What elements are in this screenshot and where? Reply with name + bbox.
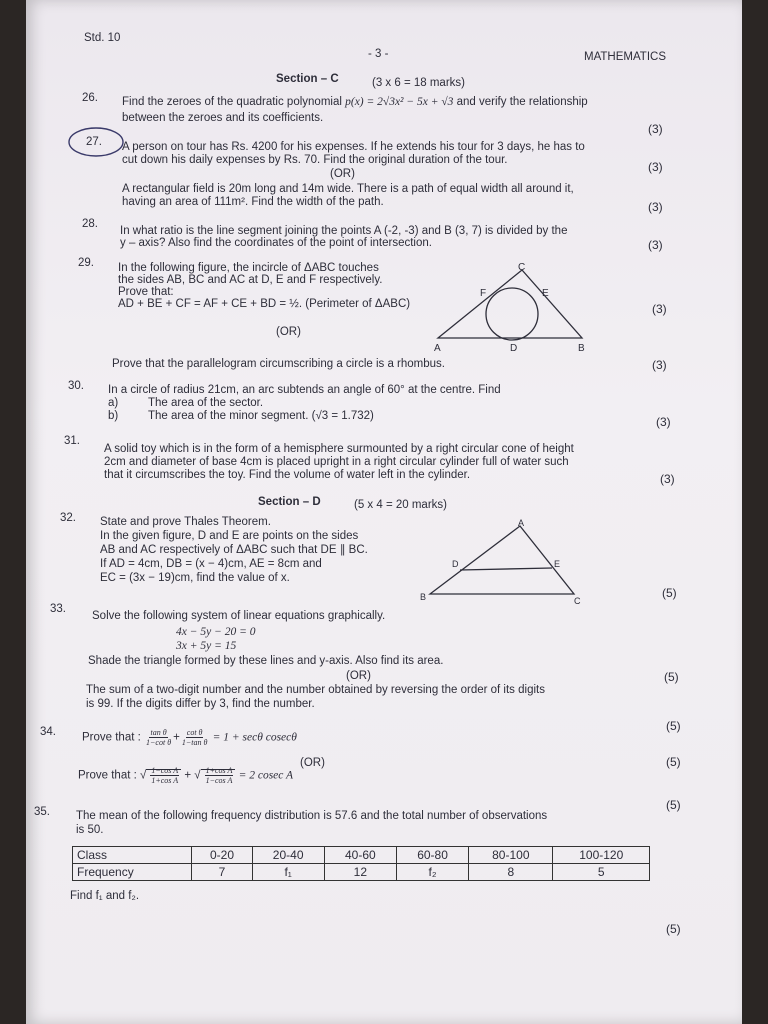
q32-line1: State and prove Thales Theorem. — [100, 516, 271, 528]
q27-marks: (3) — [648, 160, 663, 174]
label-e: E — [554, 559, 561, 569]
table-row-class — [73, 847, 650, 864]
table-cell: 12 — [324, 864, 396, 881]
q34-frac2-num: cot θ — [186, 728, 203, 737]
q33-or: (OR) — [346, 670, 371, 682]
q33-marks: (5) — [664, 670, 679, 684]
section-c-title: Section – C — [276, 73, 339, 85]
q30-a-label: a) — [108, 397, 119, 409]
q34-prove-label: Prove that : — [82, 731, 141, 744]
q35-line1: The mean of the following frequency distribution is 57.6 and the total number of observations — [76, 810, 548, 822]
table-row-frequency — [73, 864, 650, 881]
table-cell: 7 — [192, 864, 252, 881]
q33-alt-line2: is 99. If the digits differ by 3, find the number. — [86, 698, 315, 710]
q34-sqrt2 — [205, 766, 234, 785]
q32-line2: In the given figure, D and E are points on the sides — [100, 530, 359, 542]
page-number: - 3 - — [368, 48, 389, 60]
label-c: C — [518, 262, 526, 273]
q34-frac1 — [146, 728, 171, 747]
q29-line3: Prove that: — [118, 286, 174, 298]
q30-b-label: b) — [108, 410, 119, 422]
q32-line3: AB and AC respectively of ΔABC such that DE ∥ BC. — [100, 544, 368, 556]
q26-text — [122, 96, 588, 109]
q34-sqrt2-den: 1−cos A — [205, 776, 233, 785]
q27-line2: cut down his daily expenses by Rs. 70. Find the original duration of the tour. — [122, 154, 508, 166]
table-cell: 0-20 — [192, 847, 252, 864]
q34-frac2 — [182, 728, 208, 747]
segment-de — [460, 568, 552, 570]
q29-line4: AD + BE + CF = AF + CE + BD = ½. (Perimeter of ΔABC) — [118, 298, 411, 310]
label-c: C — [574, 596, 581, 606]
incircle-figure — [426, 260, 596, 354]
q34-marks: (5) — [666, 755, 681, 769]
exam-paper — [26, 0, 742, 1024]
q27-line1: A person on tour has Rs. 4200 for his expenses. If he extends his tour for 3 days, he has to — [122, 141, 585, 153]
table-cell: 40-60 — [324, 847, 396, 864]
label-e: E — [542, 288, 549, 299]
q29-alt: Prove that the parallelogram circumscribing a circle is a rhombus. — [112, 358, 445, 370]
q30-number: 30. — [68, 380, 84, 392]
label-a: A — [434, 343, 441, 354]
q32-marks: (5) — [662, 586, 677, 600]
q35-find: Find f₁ and f₂. — [70, 890, 140, 902]
triangle-abc — [438, 270, 582, 338]
label-f: F — [480, 288, 487, 299]
q33-line2: Shade the triangle formed by these lines and y-axis. Also find its area. — [88, 655, 444, 667]
q34-or: (OR) — [300, 757, 325, 769]
q32-line5: EC = (3x − 19)cm, find the value of x. — [100, 572, 290, 584]
q29-line1: In the following figure, the incircle of ΔABC touches — [118, 262, 379, 274]
q33-alt-line1: The sum of a two-digit number and the number obtained by reversing the order of its digits — [86, 684, 545, 696]
std-label: Std. 10 — [84, 32, 121, 44]
q35-marks: (5) — [666, 922, 681, 936]
table-cell: f₁ — [252, 864, 324, 881]
table-cell: 80-100 — [469, 847, 553, 864]
q27-alt-line1: A rectangular field is 20m long and 14m wide. There is a path of equal width all around it, — [122, 183, 574, 195]
section-d-title: Section – D — [258, 496, 321, 508]
q34-frac2-den: 1−tan θ — [181, 738, 208, 747]
q35-line2: is 50. — [76, 824, 104, 836]
q33-number: 33. — [50, 603, 66, 615]
q29-or: (OR) — [276, 326, 301, 338]
q27-alt-marks: (3) — [648, 200, 663, 214]
q34-alt-marks: (5) — [666, 798, 681, 812]
q35-number: 35. — [34, 806, 50, 818]
q34-frac1-den: 1−cot θ — [146, 738, 172, 747]
q34-sqrt1 — [150, 766, 179, 785]
label-a: A — [518, 518, 525, 528]
q26-marks: (3) — [648, 122, 663, 136]
section-d-marks: (5 x 4 = 20 marks) — [354, 499, 447, 511]
q29-line2: the sides AB, BC and AC at D, E and F respectively. — [118, 274, 383, 286]
q30-marks: (3) — [656, 415, 671, 429]
table-cell: 5 — [553, 864, 650, 881]
frequency-table — [72, 846, 650, 881]
q33-line1: Solve the following system of linear equations graphically. — [92, 610, 386, 622]
table-cell: 20-40 — [252, 847, 324, 864]
q29-marks: (3) — [652, 302, 667, 316]
table-cell: 8 — [469, 864, 553, 881]
q34-sqrt1-den: 1+cos A — [151, 776, 179, 785]
q31-line1: A solid toy which is in the form of a hemisphere surmounted by a right circular cone of height — [104, 443, 574, 455]
q28-line1: In what ratio is the line segment joining the points A (-2, -3) and B (3, 7) is divided by the — [120, 225, 568, 237]
q26-number: 26. — [82, 92, 98, 104]
q33-alt-marks: (5) — [666, 719, 681, 733]
q33-eq2: 3x + 5y = 15 — [176, 640, 237, 652]
table-cell: f₂ — [396, 864, 468, 881]
label-d: D — [510, 343, 518, 354]
label-d: D — [452, 559, 459, 569]
table-cell: Frequency — [73, 864, 192, 881]
q28-marks: (3) — [648, 238, 663, 252]
table-cell: 60-80 — [396, 847, 468, 864]
table-cell: 100-120 — [553, 847, 650, 864]
q34-sqrt1-num: 1−cos A — [151, 766, 179, 775]
q26-polynomial: p(x) = 2√3x² − 5x + √3 — [345, 96, 454, 108]
q30-b: The area of the minor segment. (√3 = 1.732) — [148, 410, 374, 422]
q34-sqrt2-num: 1+cos A — [205, 766, 233, 775]
q34-alt-prove-label: Prove that : — [78, 769, 137, 782]
thales-figure — [416, 516, 586, 606]
table-cell: Class — [73, 847, 192, 864]
q26-line1a: Find the zeroes of the quadratic polynomial — [122, 96, 342, 108]
section-c-marks: (3 x 6 = 18 marks) — [372, 77, 465, 89]
q34-frac1-num: tan θ — [150, 728, 167, 737]
q29-alt-marks: (3) — [652, 358, 667, 372]
q33-eq1: 4x − 5y − 20 = 0 — [176, 626, 256, 638]
q28-number: 28. — [82, 218, 98, 230]
q34-alt-expr: Prove that : √ $\frac{\text{1−cos A}}{\text{1+cos A}}$ + √ $\frac{\text{1+cos A}}{\text{1−cos A}}$ = 2 cosec A — [78, 766, 294, 785]
q30-a: The area of the sector. — [148, 397, 264, 409]
subject-title: MATHEMATICS — [584, 51, 666, 63]
q30-line1: In a circle of radius 21cm, an arc subtends an angle of 60° at the centre. Find — [108, 384, 501, 396]
q27-alt-line2: having an area of 111m². Find the width of the path. — [122, 196, 384, 208]
q34-alt-rhs: = 2 cosec A — [238, 769, 294, 782]
incircle — [486, 288, 538, 340]
q31-line2: 2cm and diameter of base 4cm is placed upright in a right circular cylinder full of water such — [104, 456, 569, 468]
q27-or: (OR) — [330, 168, 355, 180]
q34-expr: Prove that : $\frac{\text{tan θ}}{\text{1−cot θ}}$ + $\frac{\text{cot θ}}{\text{1−tan θ}}$ = 1 + secθ cosecθ — [82, 728, 297, 747]
q27-number: 27. — [86, 136, 102, 148]
q34-rhs: = 1 + secθ cosecθ — [212, 731, 297, 744]
q26-line2: between the zeroes and its coefficients. — [122, 112, 324, 124]
label-b: B — [420, 592, 427, 602]
q34-number: 34. — [40, 726, 56, 738]
q28-line2: y – axis? Also find the coordinates of the point of intersection. — [120, 237, 432, 249]
q31-marks: (3) — [660, 472, 675, 486]
q31-line3: that it circumscribes the toy. Find the volume of water left in the cylinder. — [104, 469, 471, 481]
q29-number: 29. — [78, 257, 94, 269]
label-b: B — [578, 343, 585, 354]
q32-number: 32. — [60, 512, 76, 524]
q32-line4: If AD = 4cm, DB = (x − 4)cm, AE = 8cm and — [100, 558, 322, 570]
q31-number: 31. — [64, 435, 80, 447]
q26-line1b: and verify the relationship — [456, 96, 588, 108]
